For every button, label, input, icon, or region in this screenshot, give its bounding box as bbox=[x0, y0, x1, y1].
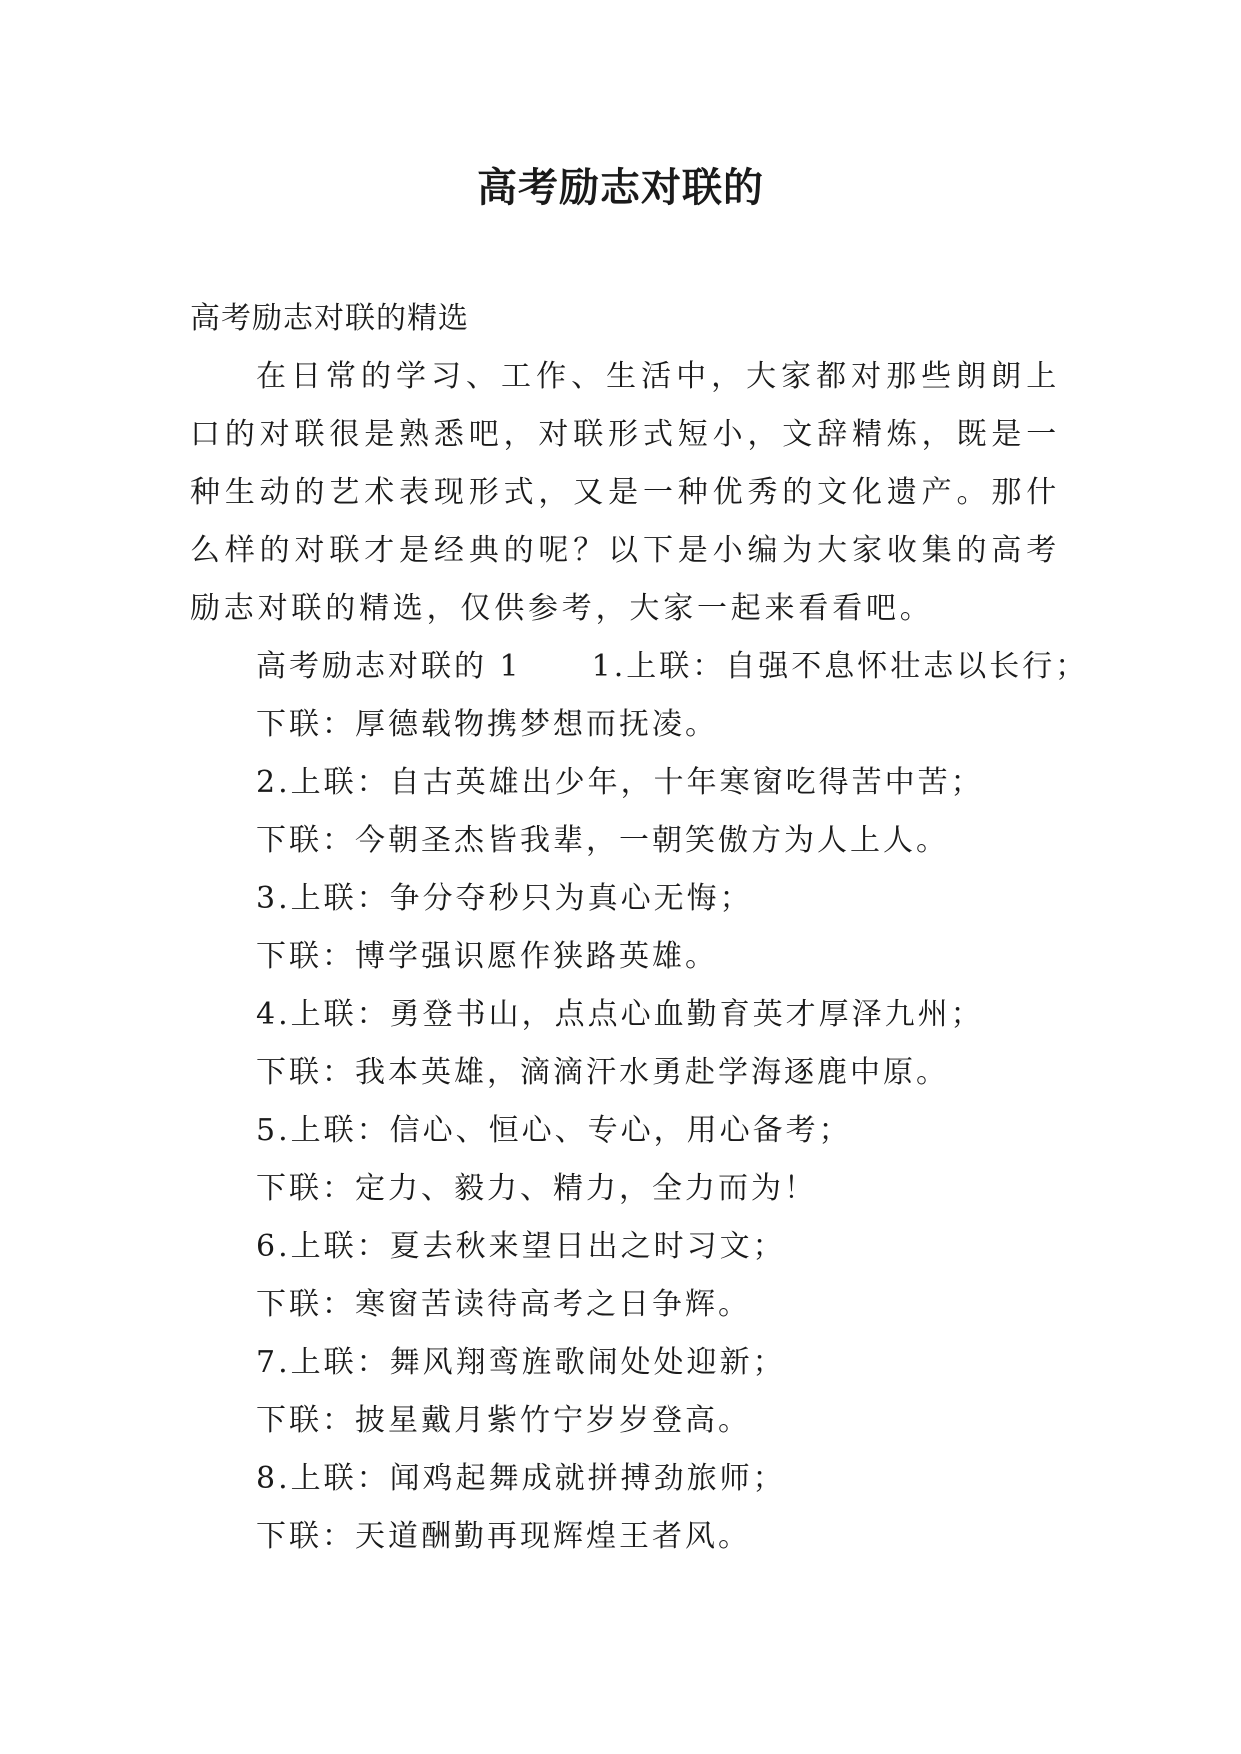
document-title: 高考励志对联的 bbox=[477, 164, 764, 211]
couplet-line: 7.上联：舞风翔鸾旌歌闹处处迎新； bbox=[256, 1345, 786, 1380]
couplet-line: 下联：厚德载物携梦想而抚凌。 bbox=[256, 707, 718, 742]
couplet-line: 1.上联：自强不息怀壮志以长行； bbox=[591, 649, 1089, 684]
document-subtitle: 高考励志对联的精选 bbox=[190, 301, 469, 336]
couplet-line: 5.上联：信心、恒心、专心，用心备考； bbox=[256, 1113, 852, 1148]
couplet-line: 下联：天道酬勤再现辉煌王者风。 bbox=[256, 1519, 751, 1554]
couplet-line: 下联：寒窗苦读待高考之日争辉。 bbox=[256, 1287, 751, 1322]
couplet-line: 下联：博学强识愿作狭路英雄。 bbox=[256, 939, 718, 974]
couplet-line: 下联：今朝圣杰皆我辈，一朝笑傲方为人上人。 bbox=[256, 823, 949, 858]
couplet-line: 4.上联：勇登书山，点点心血勤育英才厚泽九州； bbox=[256, 997, 984, 1032]
couplet-line: 6.上联：夏去秋来望日出之时习文； bbox=[256, 1229, 786, 1264]
document-body bbox=[190, 290, 1089, 1566]
section-heading: 高考励志对联的 1 bbox=[256, 649, 522, 684]
couplet-line: 下联：我本英雄，滴滴汗水勇赴学海逐鹿中原。 bbox=[256, 1055, 949, 1090]
couplet-line: 下联：定力、毅力、精力，全力而为！ bbox=[256, 1171, 817, 1206]
couplet-line: 8.上联：闻鸡起舞成就拼搏劲旅师； bbox=[256, 1461, 786, 1496]
couplet-line: 2.上联：自古英雄出少年，十年寒窗吃得苦中苦； bbox=[256, 765, 984, 800]
intro-paragraph: 在日常的学习、工作、生活中，大家都对那些朗朗上口的对联很是熟悉吧，对联形式短小，文辞精炼，既是一种生动的艺术表现形式，又是一种优秀的文化遗产。那什么样的对联才是经典的呢？以下是小编为大家收集的高考励志对联的精选，仅供参考，大家一起来看看吧。 bbox=[190, 359, 1060, 626]
couplet-line: 3.上联：争分夺秒只为真心无悔； bbox=[256, 881, 753, 916]
section-heading-line bbox=[190, 638, 1089, 696]
couplet-line: 下联：披星戴月紫竹宁岁岁登高。 bbox=[256, 1403, 751, 1438]
